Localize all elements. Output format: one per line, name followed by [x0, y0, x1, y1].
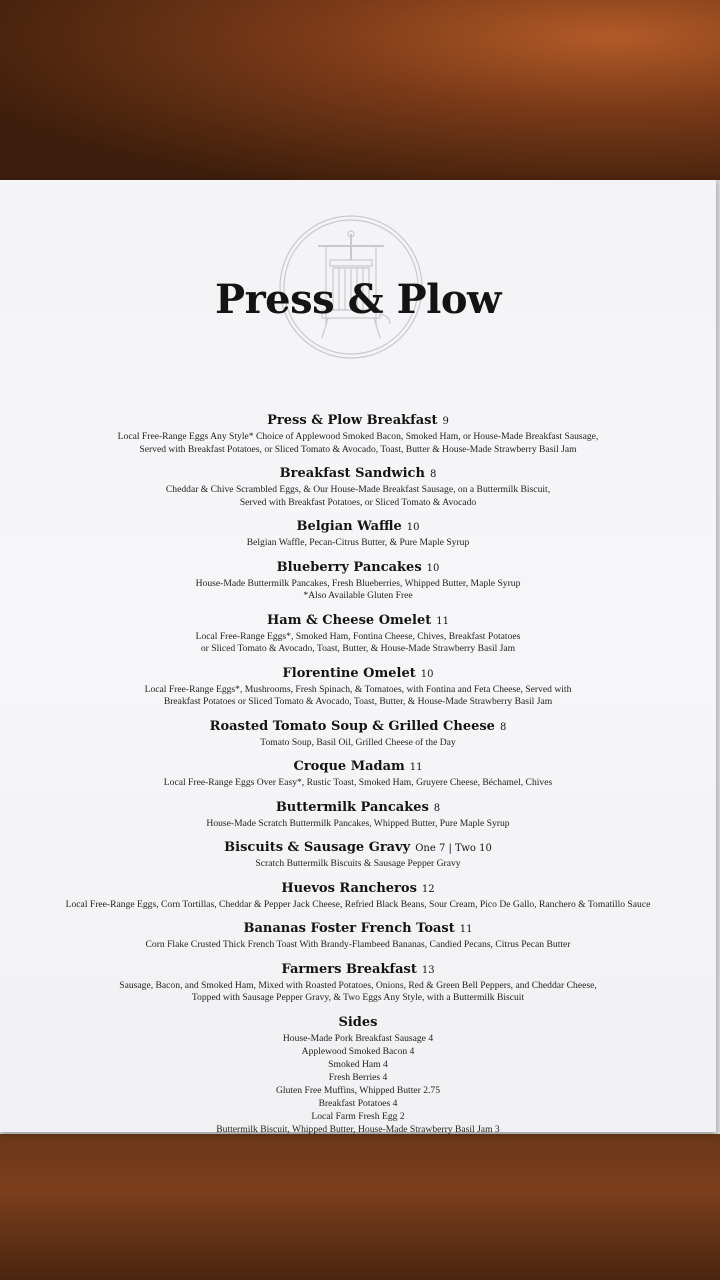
side-item: Applewood Smoked Bacon 4 — [301, 1045, 415, 1057]
menu-item — [0, 839, 716, 871]
item-name: Huevos Rancheros — [281, 880, 417, 896]
menu-page — [0, 180, 716, 1135]
side-item: Breakfast Potatoes 4 — [318, 1097, 398, 1109]
menu-item — [0, 518, 716, 550]
item-price: 8 — [499, 721, 507, 733]
item-description: Local Free-Range Eggs*, Smoked Ham, Fontina Cheese, Chives, Breakfast Potatoes — [195, 630, 521, 642]
item-description: Served with Breakfast Potatoes, or Sliced Tomato & Avocado, Toast, Butter & House-Made Strawberry Basil Jam — [139, 443, 577, 455]
menu-item — [0, 880, 716, 912]
item-name: Biscuits & Sausage Gravy — [224, 840, 411, 855]
item-description: House-Made Scratch Buttermilk Pancakes, Whipped Butter, Pure Maple Syrup — [206, 817, 510, 829]
menu-item — [0, 718, 716, 750]
item-price: 10 — [420, 668, 434, 680]
item-description: Corn Flake Crusted Thick French Toast With Brandy-Flambeed Bananas, Candied Pecans, Citrus Pecan Butter — [145, 939, 571, 950]
item-price: 11 — [409, 762, 423, 773]
item-price: 8 — [429, 469, 437, 480]
item-name: Florentine Omelet — [282, 665, 416, 681]
item-price: 8 — [433, 802, 441, 814]
item-price: 12 — [421, 883, 435, 895]
table-surface-top — [0, 0, 720, 185]
item-description: *Also Available Gluten Free — [303, 590, 413, 601]
item-price: One 7 | Two 10 — [415, 843, 492, 854]
item-name: Breakfast Sandwich — [279, 466, 425, 481]
item-price: 10 — [406, 522, 420, 533]
side-item: Smoked Ham 4 — [328, 1058, 388, 1070]
item-name: Bananas Foster French Toast — [243, 921, 455, 936]
item-description: Breakfast Potatoes or Sliced Tomato & Avocado, Toast, Butter, & House-Made Strawberry Basil Jam — [163, 696, 553, 707]
menu-item — [0, 465, 716, 509]
menu-item — [0, 665, 716, 709]
item-name: Farmers Breakfast — [281, 961, 417, 977]
menu-item — [0, 961, 716, 1005]
item-name: Buttermilk Pancakes — [275, 799, 429, 815]
item-description: Sausage, Bacon, and Smoked Ham, Mixed with Roasted Potatoes, Onions, Red & Green Bell Peppers, and Cheddar Cheese, — [119, 979, 597, 991]
table-surface-bottom — [0, 1130, 720, 1280]
item-description: Local Free-Range Eggs, Corn Tortillas, Cheddar & Pepper Jack Cheese, Refried Black Beans, Sour Cream, Pico De Gallo, Ranchero & Tomatillo Sauce — [65, 898, 651, 910]
side-item: House-Made Pork Breakfast Sausage 4 — [282, 1032, 434, 1044]
side-item: Fresh Berries 4 — [328, 1071, 388, 1083]
item-description: or Sliced Tomato & Avocado, Toast, Butter, & House-Made Strawberry Basil Jam — [200, 643, 516, 654]
item-name: Press & Plow Breakfast — [267, 413, 438, 428]
item-price: 13 — [421, 964, 435, 976]
side-item: Buttermilk Biscuit, Whipped Butter, House-Made Strawberry Basil Jam 3 — [216, 1123, 500, 1135]
item-description: Local Free-Range Eggs*, Mushrooms, Fresh Spinach, & Tomatoes, with Fontina and Feta Cheese, Served with — [144, 683, 572, 695]
item-price: 9 — [442, 416, 449, 427]
item-name: Roasted Tomato Soup & Grilled Cheese — [209, 718, 495, 734]
item-description: Tomato Soup, Basil Oil, Grilled Cheese of the Day — [260, 736, 456, 748]
item-description: Local Free-Range Eggs Over Easy*, Rustic Toast, Smoked Ham, Gruyere Cheese, Béchamel, Chives — [163, 777, 553, 788]
item-description: Served with Breakfast Potatoes, or Sliced Tomato & Avocado — [239, 496, 477, 508]
item-description: Scratch Buttermilk Biscuits & Sausage Pepper Gravy — [255, 858, 461, 869]
item-description: House-Made Buttermilk Pancakes, Fresh Blueberries, Whipped Butter, Maple Syrup — [195, 577, 521, 589]
item-name: Blueberry Pancakes — [276, 559, 422, 575]
item-description: Cheddar & Chive Scrambled Eggs, & Our House-Made Breakfast Sausage, on a Buttermilk Biscuit, — [165, 484, 551, 495]
menu-item — [0, 612, 716, 656]
side-item: Local Farm Fresh Egg 2 — [311, 1110, 405, 1122]
menu-item — [0, 559, 716, 603]
item-name: Croque Madam — [293, 759, 405, 774]
item-description: Topped with Sausage Pepper Gravy, & Two Eggs Any Style, with a Buttermilk Biscuit — [191, 992, 525, 1003]
menu-list — [0, 412, 716, 1136]
sides-heading: Sides — [338, 1014, 378, 1030]
item-name: Ham & Cheese Omelet — [266, 612, 432, 628]
item-price: 10 — [426, 562, 440, 574]
item-description: Local Free-Range Eggs Any Style* Choice of Applewood Smoked Bacon, Smoked Ham, or House-Made Breakfast Sausage, — [117, 431, 599, 442]
menu-item — [0, 799, 716, 831]
item-description: Belgian Waffle, Pecan-Citrus Butter, & Pure Maple Syrup — [246, 537, 470, 548]
sides-section — [0, 1014, 716, 1136]
menu-item — [0, 758, 716, 790]
item-price: 11 — [436, 615, 449, 627]
item-price: 11 — [459, 924, 473, 935]
restaurant-title: Press & Plow — [215, 276, 501, 323]
menu-item — [0, 920, 716, 952]
side-item: Gluten Free Muffins, Whipped Butter 2.75 — [275, 1084, 441, 1096]
item-name: Belgian Waffle — [296, 519, 402, 534]
menu-item — [0, 412, 716, 456]
